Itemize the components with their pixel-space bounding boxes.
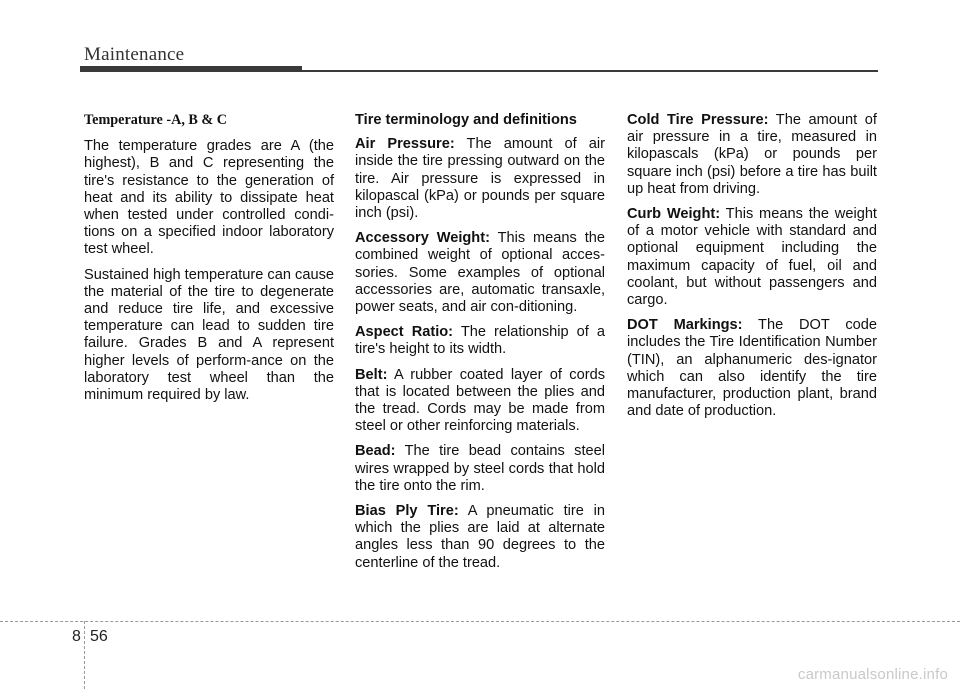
- definition-term: Cold Tire Pressure:: [627, 112, 769, 128]
- definition-term: Accessory Weight:: [355, 230, 490, 247]
- definition-text: A pneumatic tire in which the plies are laid at alternate angles less than 90 degrees to the centerline of the tread.: [355, 503, 605, 571]
- definition-text: A rubber coated layer of cords that is located between the plies and the tread. Cords may be made from steel or other reinforcing materials.: [355, 366, 605, 435]
- paragraph: The temperature grades are A (the highest), B and C representing the tire's resistance to the generation of heat and its ability to dissipate heat when tested under controlled condi-tions on a specified indoor laboratory test wheel.: [84, 138, 334, 258]
- footer-divider: [0, 621, 960, 622]
- definition-text: The DOT code includes the Tire Identification Number (TIN), an alphanumeric des-ignator which can also identify the tire manufacturer, production plant, brand and date of production.: [627, 317, 877, 420]
- definition-term: Air Pressure:: [355, 136, 455, 153]
- page-number: 56: [90, 628, 108, 645]
- definition-term: Curb Weight:: [627, 206, 721, 223]
- definition-belt: [355, 367, 605, 436]
- definition-text: The amount of air inside the tire pressing outward on the tire. Air pressure is expressed in kilopascal (kPa) or pounds per square inch (psi).: [355, 136, 605, 222]
- section-heading-temperature: Temperature -A, B & C: [84, 112, 228, 128]
- column-temperature: [84, 112, 334, 412]
- definition-term: Bead:: [355, 443, 396, 460]
- paragraph: Sustained high temperature can cause the material of the tire to degenerate and reduce tire life, and excessive temperature can lead to sudden tire failure. Grades B and A represent higher levels of perform-ance on the laboratory test wheel than the minimum required by law.: [84, 266, 334, 404]
- definition-bead: [355, 443, 605, 495]
- definition-accessory-weight: [355, 230, 605, 316]
- column-tire-terminology: [355, 112, 605, 580]
- header-rule-thin: [302, 70, 878, 72]
- definition-dot-markings: [627, 317, 877, 420]
- column-tire-terminology-continued: [627, 112, 877, 428]
- footer-vertical-divider: [84, 621, 85, 689]
- definition-cold-tire-pressure: [627, 112, 877, 198]
- definition-bias-ply-tire: [355, 503, 605, 572]
- definition-text: This means the combined weight of optional acces-sories. Some examples of optional accessories are, automatic transaxle, power seats, and air con-ditioning.: [355, 230, 605, 316]
- definition-text: The tire bead contains steel wires wrapped by steel cords that hold the tire onto the rim.: [355, 443, 605, 494]
- header-rule-thick: [80, 66, 302, 72]
- definition-curb-weight: [627, 206, 877, 309]
- page-header-title: Maintenance: [84, 44, 185, 65]
- definition-text: This means the weight of a motor vehicle with standard and optional equipment including the maximum capacity of fuel, oil and coolant, but without passengers and cargo.: [627, 206, 877, 309]
- definition-text: The amount of air pressure in a tire, measured in kilopascals (kPa) or pounds per square inch (psi) before a tire has built up heat from driving.: [627, 112, 877, 197]
- definition-term: Belt:: [355, 366, 388, 383]
- definition-term: Aspect Ratio:: [355, 324, 454, 341]
- chapter-number: 8: [72, 628, 81, 645]
- section-heading-terminology: Tire terminology and definitions: [355, 112, 577, 128]
- definition-term: DOT Markings:: [627, 317, 743, 334]
- definition-air-pressure: [355, 136, 605, 222]
- watermark: carmanualsonline.info: [797, 666, 948, 683]
- definition-text: The relationship of a tire's height to its width.: [355, 324, 605, 358]
- definition-term: Bias Ply Tire:: [355, 503, 459, 520]
- definition-aspect-ratio: [355, 324, 605, 358]
